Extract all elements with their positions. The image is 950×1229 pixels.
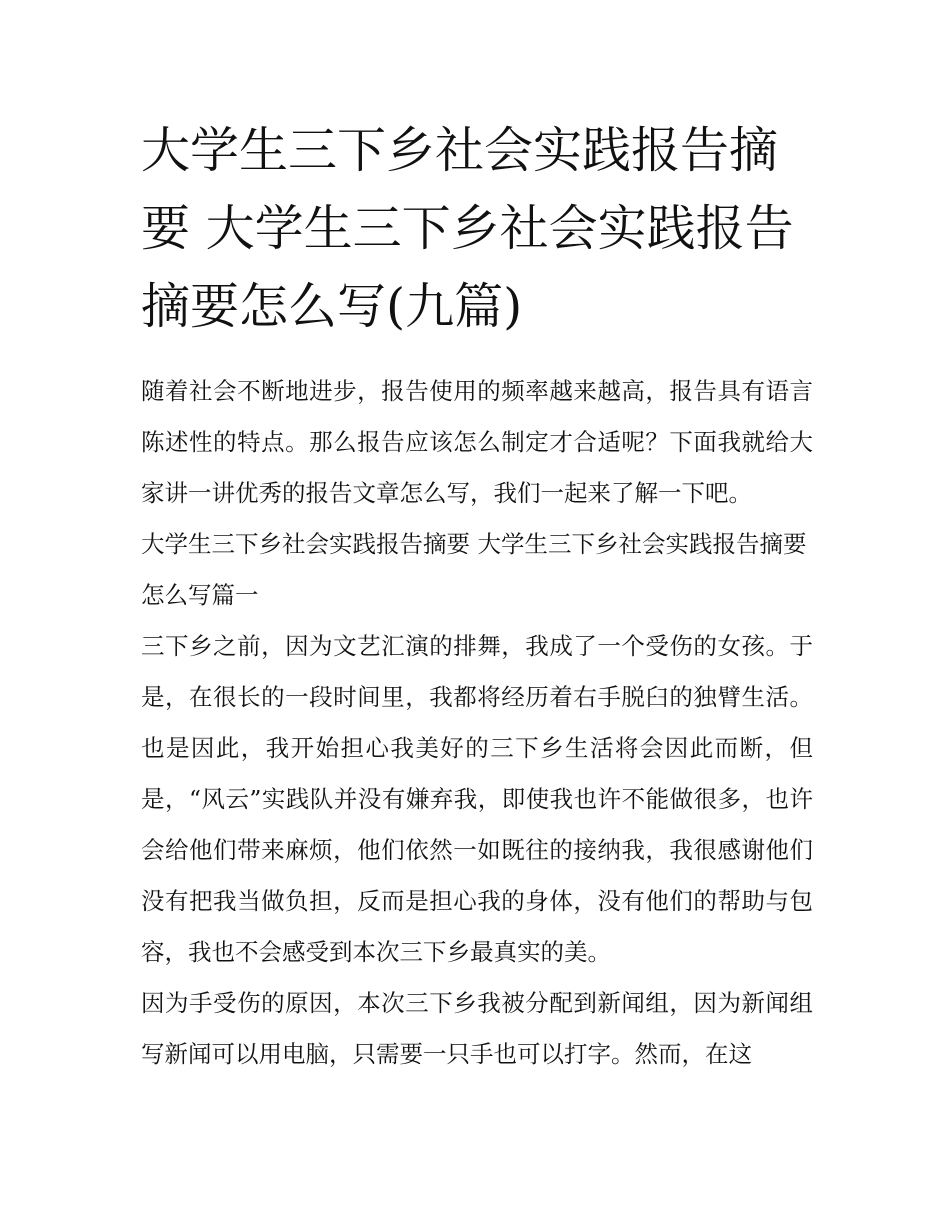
- body-paragraph-1: 三下乡之前，因为文艺汇演的排舞，我成了一个受伤的女孩。于是，在很长的一段时间里，我都将经历着右手脱臼的独臂生活。也是因此，我开始担心我美好的三下乡生活将会因此而断，但是，“风云”实践队并没有嫌弃我，即使我也许不能做很多，也许会给他们带来麻烦，他们依然一如既往的接纳我，我很感谢他们没有把我当做负担，反而是担心我的身体，没有他们的帮助与包容，我也不会感受到本次三下乡最真实的美。: [141, 632, 813, 966]
- section-heading: 大学生三下乡社会实践报告摘要 大学生三下乡社会实践报告摘要怎么写篇一: [141, 530, 807, 609]
- document-page: [141, 112, 813, 1080]
- intro-paragraph: 随着社会不断地进步，报告使用的频率越来越高，报告具有语言陈述性的特点。那么报告应该怎么制定才合适呢？下面我就给大家讲一讲优秀的报告文章怎么写，我们一起来了解一下吧。: [141, 377, 813, 507]
- body-paragraph-2: 因为手受伤的原因，本次三下乡我被分配到新闻组，因为新闻组写新闻可以用电脑，只需要一只手也可以打字。然而，在这: [141, 989, 813, 1068]
- document-title: 大学生三下乡社会实践报告摘要 大学生三下乡社会实践报告摘要怎么写(九篇): [141, 122, 794, 335]
